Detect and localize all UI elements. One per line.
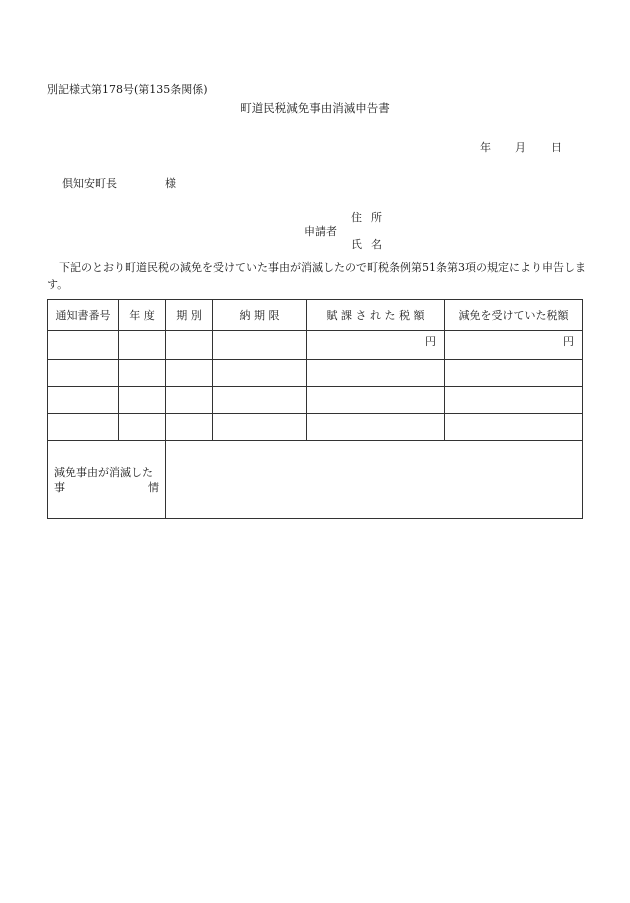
name-label: 氏名: [351, 238, 391, 251]
address-label: 住所: [351, 211, 391, 224]
date-day-label: 日: [551, 141, 562, 154]
cell-assessed-tax[interactable]: [307, 331, 445, 360]
reason-row: [48, 441, 583, 519]
addressee-honorific: 様: [165, 177, 176, 190]
table-row: [48, 331, 583, 360]
cell-exempted-tax[interactable]: [445, 387, 583, 414]
cell-fiscal-year[interactable]: [119, 387, 166, 414]
cell-notice-number[interactable]: [48, 414, 119, 441]
reason-label-char-left: 事: [54, 480, 65, 494]
header-due-date: 納 期 限: [213, 300, 307, 331]
cell-notice-number[interactable]: [48, 331, 119, 360]
reason-label-line2: [54, 480, 159, 495]
form-reference: 別記様式第178号(第135条関係): [47, 83, 208, 96]
header-installment: 期 別: [166, 300, 213, 331]
cell-fiscal-year[interactable]: [119, 360, 166, 387]
cell-due-date[interactable]: [213, 360, 307, 387]
cell-assessed-tax[interactable]: [307, 387, 445, 414]
reason-label-char-right: 情: [148, 480, 159, 494]
reason-label-cell: [48, 441, 166, 519]
table-row: [48, 387, 583, 414]
declaration-text: 下記のとおり町道民税の減免を受けていた事由が消滅したので町税条例第51条第3項の規定により申告します。: [47, 261, 586, 291]
header-notice-number: 通知書番号: [48, 300, 119, 331]
header-fiscal-year: 年 度: [119, 300, 166, 331]
cell-assessed-tax[interactable]: [307, 360, 445, 387]
reason-label-line1: 減免事由が消滅した: [54, 465, 153, 479]
tax-table: [47, 299, 583, 519]
cell-installment[interactable]: [166, 414, 213, 441]
header-exempted-tax: 減免を受けていた税額: [445, 300, 583, 331]
header-assessed-tax: 賦 課 さ れ た 税 額: [307, 300, 445, 331]
cell-installment[interactable]: [166, 331, 213, 360]
cell-notice-number[interactable]: [48, 387, 119, 414]
cell-assessed-tax[interactable]: [307, 414, 445, 441]
table-row: [48, 360, 583, 387]
cell-installment[interactable]: [166, 387, 213, 414]
cell-due-date[interactable]: [213, 331, 307, 360]
date-month-label: 月: [515, 141, 526, 154]
yen-unit: 円: [563, 335, 574, 348]
cell-exempted-tax[interactable]: [445, 360, 583, 387]
date-year-label: 年: [480, 141, 491, 154]
cell-fiscal-year[interactable]: [119, 414, 166, 441]
cell-due-date[interactable]: [213, 387, 307, 414]
cell-exempted-tax[interactable]: [445, 414, 583, 441]
reason-input-cell[interactable]: [166, 441, 583, 519]
addressee-name: 倶知安町長: [62, 177, 117, 190]
cell-installment[interactable]: [166, 360, 213, 387]
document-title: 町道民税減免事由消滅申告書: [240, 101, 390, 115]
yen-unit: 円: [425, 335, 436, 348]
cell-fiscal-year[interactable]: [119, 331, 166, 360]
cell-due-date[interactable]: [213, 414, 307, 441]
cell-exempted-tax[interactable]: [445, 331, 583, 360]
table-header-row: [48, 300, 583, 331]
cell-notice-number[interactable]: [48, 360, 119, 387]
applicant-label: 申請者: [304, 225, 337, 238]
table-row: [48, 414, 583, 441]
